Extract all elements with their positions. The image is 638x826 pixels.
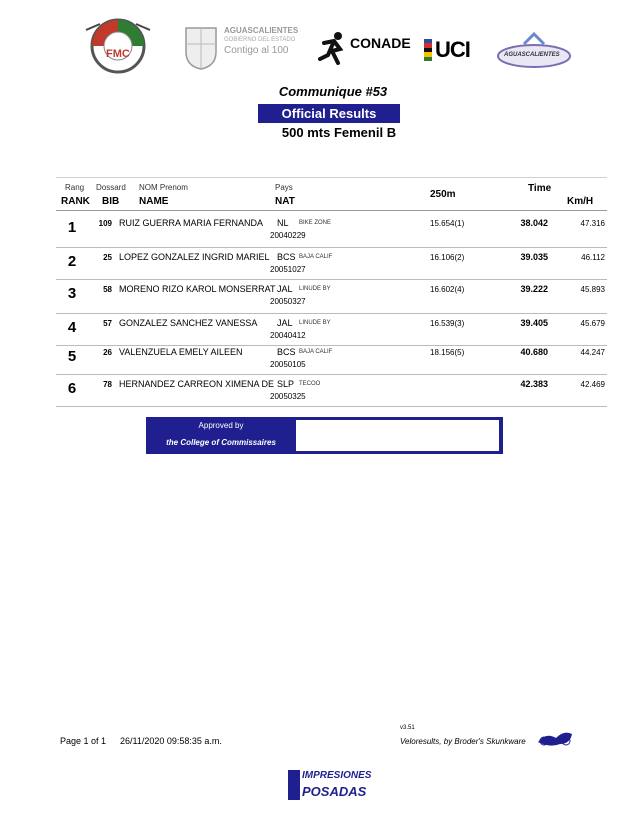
hdr-rang: Rang (65, 183, 85, 192)
table-row (56, 343, 607, 374)
split-250m: 16.602(4) (430, 285, 465, 294)
ags-subtitle: GOBIERNO DEL ESTADO (224, 37, 296, 43)
official-results-banner: Official Results (258, 104, 400, 123)
skunk-icon (536, 726, 576, 748)
birth-date: 20050327 (270, 297, 306, 306)
bib: 58 (103, 285, 112, 294)
time: 39.405 (520, 318, 548, 328)
birth-date: 20050105 (270, 360, 306, 369)
split-250m: 16.106(2) (430, 253, 465, 262)
nat: BCS (277, 347, 296, 357)
crest-icon (182, 22, 220, 70)
fmc-logo (80, 14, 156, 76)
bib: 57 (103, 319, 112, 328)
approval-label: Approved by (198, 421, 244, 430)
speed-kmh: 45.893 (580, 285, 605, 294)
communique-title: Communique #53 (278, 84, 388, 99)
table-row (56, 214, 607, 245)
ags-title: AGUASCALIENTES (224, 26, 299, 35)
rank: 2 (67, 253, 77, 270)
time: 39.222 (520, 284, 548, 294)
speed-kmh: 46.112 (581, 253, 605, 262)
runner-icon (318, 31, 346, 65)
rank: 4 (67, 319, 77, 336)
rider-name: RUIZ GUERRA MARIA FERNANDA (119, 218, 264, 228)
page-number: Page 1 of 1 (60, 736, 107, 746)
split-250m: 16.539(3) (430, 319, 465, 328)
table-row (56, 280, 607, 311)
printer-logo (288, 768, 378, 804)
ags-crest-logo (182, 22, 220, 70)
conade-label: CONADE (350, 35, 411, 51)
table-row (56, 313, 607, 346)
ags-gov-logo (224, 26, 300, 56)
bib: 78 (103, 380, 112, 389)
hdr-dossard: Dossard (96, 183, 126, 192)
rider-name: MORENO RIZO KAROL MONSERRAT (119, 284, 276, 294)
ags-event-logo (494, 30, 574, 72)
hdr-bib: BIB (102, 196, 120, 207)
rank: 3 (67, 285, 77, 302)
time: 40.680 (520, 347, 548, 357)
split-250m: 15.654(1) (430, 219, 465, 228)
approval-body: the College of Commissaires (166, 438, 276, 447)
nat: BCS (277, 252, 296, 262)
fmc-label: FMC (106, 48, 130, 60)
rank: 6 (67, 380, 77, 397)
rank: 5 (67, 348, 77, 365)
uci-label: UCI (435, 37, 470, 62)
table-row (56, 374, 607, 407)
birth-date: 20040412 (270, 331, 306, 340)
printer-name-line1: IMPRESIONES (302, 770, 372, 781)
rank: 1 (67, 219, 77, 236)
ags-motto: Contigo al 100 (224, 45, 289, 56)
fmc-emblem-icon (80, 14, 156, 76)
team: BAJA CALIF (299, 254, 333, 260)
speed-kmh: 45.679 (580, 319, 605, 328)
approval-box (146, 417, 503, 454)
velodrome-icon (494, 30, 574, 72)
hdr-name: NAME (139, 196, 169, 207)
hdr-250m: 250m (430, 189, 456, 200)
team: BIKE ZONE (299, 220, 332, 226)
speed-kmh: 47.316 (580, 219, 605, 228)
printer-name-line2: POSADAS (302, 784, 367, 799)
software-credit: Veloresults, by Broder's Skunkware (400, 737, 526, 746)
printer-mark-icon (288, 770, 300, 800)
birth-date: 20050325 (270, 392, 306, 401)
birth-date: 20040229 (270, 231, 306, 240)
bib: 25 (103, 253, 112, 262)
uci-stripes (424, 39, 432, 61)
rider-name: HERNANDEZ CARREON XIMENA DE (119, 379, 275, 389)
hdr-nom: NOM Prenom (139, 183, 188, 192)
team: BAJA CALIF (299, 349, 333, 355)
nat: NL (277, 218, 289, 228)
print-datetime: 26/11/2020 09:58:35 a.m. (120, 736, 222, 746)
bib: 26 (103, 348, 112, 357)
hdr-rank: RANK (61, 196, 90, 207)
table-row (56, 247, 607, 280)
time: 38.042 (520, 218, 548, 228)
speed-kmh: 44.247 (580, 348, 605, 357)
rider-name: GONZALEZ SANCHEZ VANESSA (119, 318, 258, 328)
conade-logo (318, 30, 414, 66)
nat: JAL (277, 318, 293, 328)
nat: JAL (277, 284, 293, 294)
uci-logo (424, 36, 490, 64)
rider-name: LOPEZ GONZALEZ INGRID MARIEL (119, 252, 270, 262)
bib: 109 (98, 219, 112, 228)
event-title: 500 mts Femenil B (281, 125, 397, 140)
birth-date: 20051027 (270, 265, 306, 274)
time: 39.035 (520, 252, 548, 262)
hdr-nat: NAT (275, 196, 295, 207)
hdr-pays: Pays (275, 183, 293, 192)
hdr-time: Time (528, 183, 552, 194)
signature-field (296, 420, 499, 451)
results-header (56, 177, 607, 211)
ags-event-label: AGUASCALIENTES (504, 52, 560, 58)
time: 42.383 (520, 379, 548, 389)
nat: SLP (277, 379, 295, 389)
team: TECOO (299, 381, 321, 387)
hdr-kmh: Km/H (567, 196, 594, 207)
team: LINUDE BY (299, 320, 331, 326)
split-250m: 18.156(5) (430, 348, 465, 357)
team: LINUDE BY (299, 286, 331, 292)
speed-kmh: 42.469 (580, 380, 605, 389)
software-version: v3.51 (400, 725, 415, 731)
rider-name: VALENZUELA EMELY AILEEN (119, 347, 243, 357)
